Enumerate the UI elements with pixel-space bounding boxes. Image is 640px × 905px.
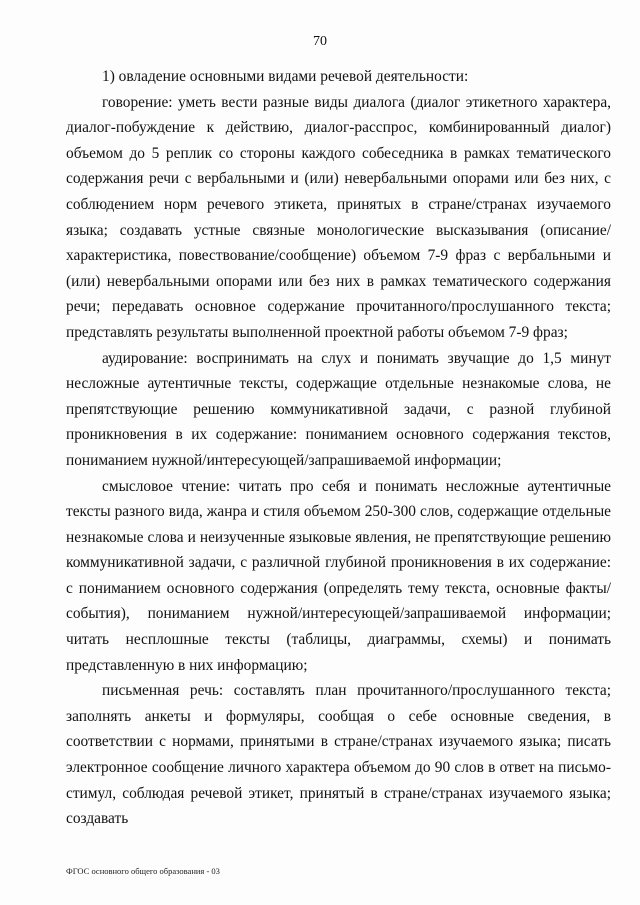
footer-note: ФГОС основного общего образования - 03	[66, 866, 220, 876]
paragraph-speaking: говорение: уметь вести разные виды диалога (диалог этикетного характера, диалог-побуждение к действию, диалог-расспрос, комбинированный диалог) объемом до 5 реплик со стороны каждого собеседника в рамках тематического содержания речи с вербальными и (или) невербальными опорами или без них, с соблюдением норм речевого этикета, принятых в стране/странах изучаемого языка; создавать устные связные монологические высказывания (описание/характеристика, повествование/сообщение) объемом 7-9 фраз с вербальными и (или) невербальными опорами или без них в рамках тематического содержания речи; передавать основное содержание прочитанного/прослушанного текста; представлять результаты выполненной проектной работы объемом 7-9 фраз;	[66, 93, 611, 341]
paragraph-reading: смысловое чтение: читать про себя и понимать несложные аутентичные тексты разного вида, жанра и стиля объемом 250-300 слов, содержащие отдельные незнакомые слова и неизученные языковые явления, не препятствующие решению коммуникативной задачи, с различной глубиной проникновения в их содержание: с пониманием основного содержания (определять тему текста, основные факты/события), пониманием нужной/интересующей/запрашиваемой информации; читать несплошные тексты (таблицы, диаграммы, схемы) и понимать представленную в них информацию;	[66, 477, 611, 674]
paragraph-writing: письменная речь: составлять план прочитанного/прослушанного текста; заполнять анкеты и формуляры, сообщая о себе основные сведения, в соответствии с нормами, принятыми в стране/странах изучаемого языка; писать электронное сообщение личного характера объемом до 90 слов в ответ на письмо-стимул, соблюдая речевой этикет, принятый в стране/странах изучаемого языка; создавать	[66, 682, 611, 828]
paragraph-listening: аудирование: воспринимать на слух и понимать звучащие до 1,5 минут несложные аутентичные тексты, содержащие отдельные незнакомые слова, не препятствующие решению коммуникативной задачи, с разной глубиной проникновения в их содержание: пониманием основного содержания текстов, пониманием нужной/интересующей/запрашиваемой информации;	[66, 349, 611, 469]
page-number: 70	[313, 34, 327, 49]
paragraph-intro: 1) овладение основными видами речевой деятельности:	[102, 68, 469, 85]
document-body	[66, 64, 611, 832]
